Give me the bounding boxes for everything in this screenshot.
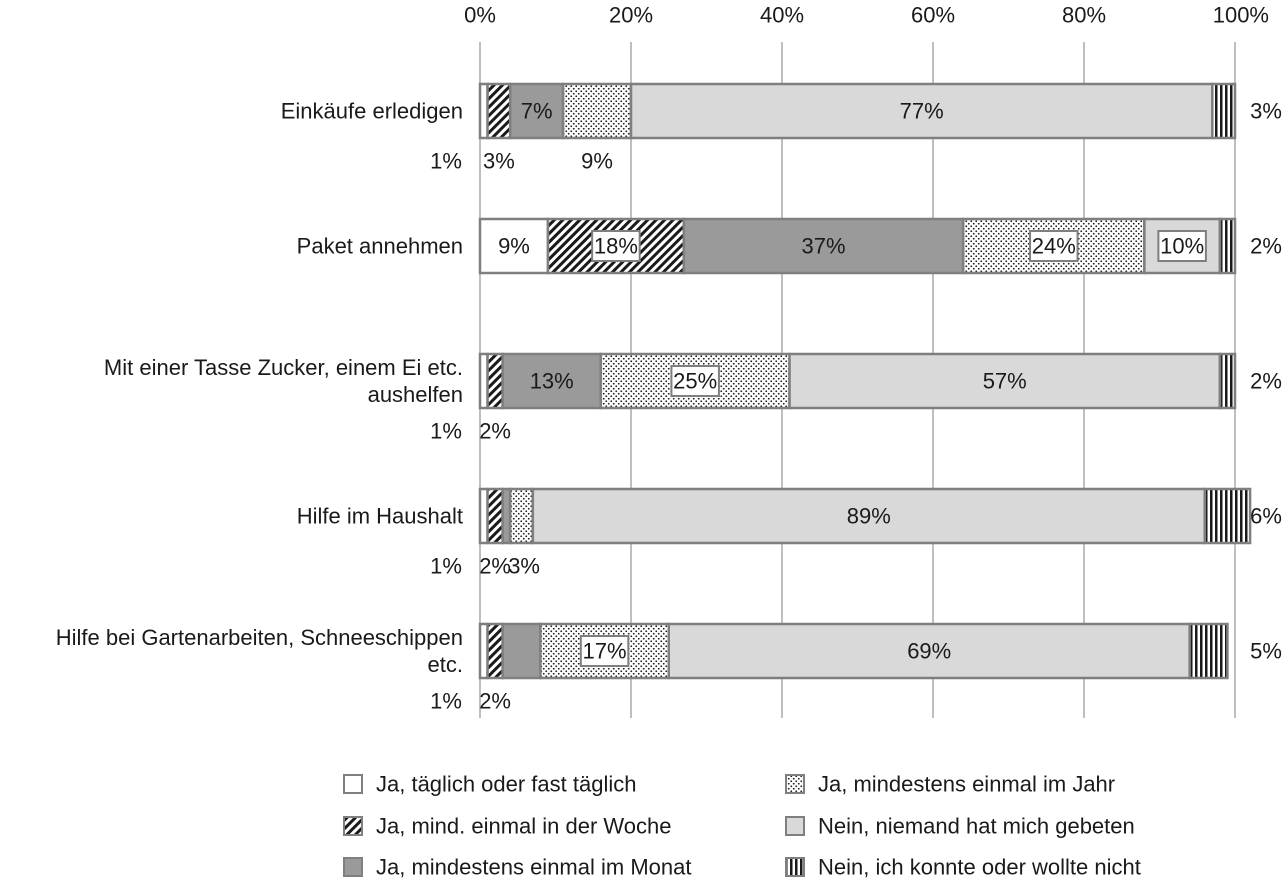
bar-segment (488, 624, 503, 678)
data-label: 57% (982, 368, 1027, 394)
data-label: 9% (581, 148, 613, 174)
legend-label: Ja, mindestens einmal im Monat (376, 854, 692, 880)
data-label: 2% (1250, 233, 1282, 259)
data-label: 77% (899, 98, 944, 124)
category-label: etc. (427, 652, 463, 677)
data-label: 5% (1250, 638, 1282, 664)
legend-label: Nein, niemand hat mich gebeten (818, 813, 1135, 839)
legend-swatch (786, 775, 804, 793)
bar-segment (503, 624, 541, 678)
x-tick-label: 0% (464, 2, 496, 28)
bar-segment (488, 354, 503, 408)
legend-swatch (786, 858, 804, 876)
data-label: 7% (520, 98, 553, 124)
bar-segment (1190, 624, 1228, 678)
data-label: 3% (1250, 98, 1282, 124)
category-label: Mit einer Tasse Zucker, einem Ei etc. (103, 355, 463, 380)
x-tick-label: 80% (1061, 2, 1107, 28)
bar-segment (510, 489, 533, 543)
x-tick-label: 60% (910, 2, 956, 28)
category-label: Einkäufe erledigen (280, 98, 463, 124)
legend (344, 772, 1141, 880)
data-label: 69% (907, 638, 952, 664)
legend-label: Ja, täglich oder fast täglich (376, 771, 637, 797)
category-labels (56, 99, 463, 678)
data-label: 9% (498, 233, 530, 259)
data-label: 24% (1031, 233, 1076, 259)
legend-swatch (344, 817, 362, 835)
legend-label: Ja, mindestens einmal im Jahr (818, 771, 1116, 797)
category-label: Hilfe bei Gartenarbeiten, Schneeschippen (55, 625, 463, 650)
category-label: Paket annehmen (296, 233, 463, 259)
data-label: 13% (529, 368, 574, 394)
data-label: 17% (582, 638, 627, 664)
data-label: 1% (430, 418, 462, 444)
data-label: 89% (846, 503, 891, 529)
category-label: Hilfe im Haushalt (296, 503, 463, 529)
legend-swatch (344, 775, 362, 793)
data-label: 18% (593, 233, 638, 259)
x-tick-label: 100% (1212, 2, 1269, 28)
data-label: 2% (479, 688, 511, 714)
bar-segment (1212, 84, 1235, 138)
data-label: 2% (479, 418, 511, 444)
x-axis-ticks (464, 3, 1269, 28)
data-label: 3% (482, 148, 515, 174)
data-label: 37% (801, 233, 846, 259)
data-label: 10% (1160, 233, 1205, 259)
data-label: 25% (673, 368, 718, 394)
data-label: 2% (1250, 368, 1282, 394)
bar-segment (1220, 219, 1235, 273)
bar-segment (563, 84, 631, 138)
data-label: 2% (479, 553, 511, 579)
data-label: 3% (508, 553, 540, 579)
x-tick-label: 20% (608, 2, 654, 28)
data-label: 6% (1250, 503, 1282, 529)
x-tick-label: 40% (759, 2, 805, 28)
bar-segment (488, 84, 511, 138)
data-label: 1% (430, 688, 462, 714)
bar-segment (488, 489, 503, 543)
legend-swatch (786, 817, 804, 835)
legend-label: Ja, mind. einmal in der Woche (376, 813, 672, 839)
legend-swatch (344, 858, 362, 876)
bar-segment (1220, 354, 1235, 408)
bar-segment (1205, 489, 1250, 543)
data-label: 1% (430, 553, 462, 579)
category-label: aushelfen (367, 382, 463, 407)
legend-label: Nein, ich konnte oder wollte nicht (818, 854, 1141, 880)
data-label: 1% (430, 148, 462, 174)
